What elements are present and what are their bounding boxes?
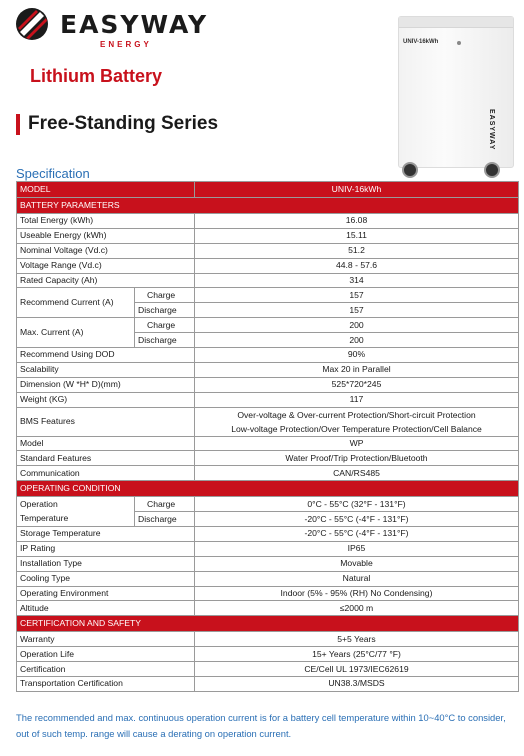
section-row: [17, 198, 519, 214]
table-row: [17, 273, 519, 288]
row-label: Nominal Voltage (Vd.c): [17, 243, 195, 258]
row-value: IP65: [195, 541, 519, 556]
table-row: [17, 647, 519, 662]
row-value: 51.2: [195, 243, 519, 258]
row-value: 0°C - 55°C (32°F - 131°F): [195, 497, 519, 512]
row-value: 314: [195, 273, 519, 288]
row-label: Storage Temperature: [17, 527, 195, 542]
series-heading: [16, 113, 218, 135]
cabinet-top: [399, 17, 513, 28]
row-value: 90%: [195, 348, 519, 363]
row-sublabel: Discharge: [135, 333, 195, 348]
row-label: Certification: [17, 662, 195, 677]
accent-bar: [16, 114, 20, 135]
row-value: 15+ Years (25°C/77 °F): [195, 647, 519, 662]
row-label: Dimension (W *H* D)(mm): [17, 377, 195, 392]
row-label: Max. Current (A): [17, 318, 135, 348]
table-row: [17, 228, 519, 243]
section-row: [17, 481, 519, 497]
row-value: ≤2000 m: [195, 601, 519, 616]
row-value: CAN/RS485: [195, 466, 519, 481]
table-row: [17, 436, 519, 451]
product-image: [396, 16, 516, 178]
row-sublabel: Charge: [135, 497, 195, 512]
bms-line-1: Over-voltage & Over-current Protection/Short-circuit Protection: [237, 409, 476, 420]
table-row: [17, 512, 519, 527]
table-row: [17, 497, 519, 512]
series-title: Free-Standing Series: [28, 113, 219, 134]
table-row: [17, 392, 519, 407]
table-row: [17, 182, 519, 198]
row-value: 5+5 Years: [195, 632, 519, 647]
wheel-icon: [484, 162, 500, 178]
row-label: Scalability: [17, 362, 195, 377]
row-value: UN38.3/MSDS: [195, 677, 519, 692]
table-row: [17, 527, 519, 542]
row-value: 16.08: [195, 214, 519, 229]
row-label: Operating Environment: [17, 586, 195, 601]
row-label: Operation Life: [17, 647, 195, 662]
row-value: CE/Cell UL 1973/IEC62619: [195, 662, 519, 677]
row-sublabel: Charge: [135, 288, 195, 303]
row-value: WP: [195, 436, 519, 451]
row-value: -20°C - 55°C (-4°F - 131°F): [195, 527, 519, 542]
row-value: 44.8 - 57.6: [195, 258, 519, 273]
row-label: Installation Type: [17, 556, 195, 571]
row-value: Movable: [195, 556, 519, 571]
row-label: IP Rating: [17, 541, 195, 556]
row-label: Recommend Using DOD: [17, 348, 195, 363]
table-row: [17, 243, 519, 258]
table-row: [17, 214, 519, 229]
brand-name: EASYWAY: [60, 10, 209, 39]
table-row: [17, 556, 519, 571]
table-row: [17, 377, 519, 392]
logo-mark-icon: [14, 6, 50, 42]
model-header-label: MODEL: [17, 182, 195, 198]
row-label: Cooling Type: [17, 571, 195, 586]
table-row: [17, 348, 519, 363]
table-row: [17, 541, 519, 556]
row-value: 200: [195, 333, 519, 348]
row-label: Weight (KG): [17, 392, 195, 407]
section-operating-condition: OPERATING CONDITION: [17, 481, 519, 497]
row-label: Total Energy (kWh): [17, 214, 195, 229]
table-row: [17, 632, 519, 647]
row-value: Indoor (5% - 95% (RH) No Condensing): [195, 586, 519, 601]
row-value: [195, 407, 519, 436]
row-sublabel: Discharge: [135, 303, 195, 318]
row-value: 525*720*245: [195, 377, 519, 392]
row-label: Temperature: [17, 512, 135, 527]
section-row: [17, 616, 519, 632]
row-label: Warranty: [17, 632, 195, 647]
specification-label: Specification: [16, 166, 90, 181]
table-row: [17, 318, 519, 333]
cabinet-model-label: UNIV-16kWh: [403, 39, 439, 45]
row-value: 157: [195, 303, 519, 318]
table-row: [17, 586, 519, 601]
bms-line-2: Low-voltage Protection/Over Temperature Protection/Cell Balance: [231, 423, 482, 434]
row-value: Max 20 in Parallel: [195, 362, 519, 377]
table-row: [17, 466, 519, 481]
row-value: Natural: [195, 571, 519, 586]
row-label: Recommend Current (A): [17, 288, 135, 318]
row-label: Transportation Certification: [17, 677, 195, 692]
row-value: 117: [195, 392, 519, 407]
row-value: 15.11: [195, 228, 519, 243]
table-row: [17, 362, 519, 377]
row-label: Communication: [17, 466, 195, 481]
table-row: [17, 662, 519, 677]
table-row: [17, 407, 519, 436]
table-row: [17, 288, 519, 303]
row-label: Altitude: [17, 601, 195, 616]
row-label: Standard Features: [17, 451, 195, 466]
row-label: BMS Features: [17, 407, 195, 436]
row-label: Model: [17, 436, 195, 451]
model-header-value: UNIV-16kWh: [195, 182, 519, 198]
section-certification-safety: CERTIFICATION AND SAFETY: [17, 616, 519, 632]
row-sublabel: Discharge: [135, 512, 195, 527]
row-value: Water Proof/Trip Protection/Bluetooth: [195, 451, 519, 466]
spec-table: [16, 181, 519, 692]
row-value: 157: [195, 288, 519, 303]
row-label: Rated Capacity (Ah): [17, 273, 195, 288]
table-row: [17, 601, 519, 616]
brand-subtitle: ENERGY: [100, 40, 152, 49]
row-label: Operation: [17, 497, 135, 512]
row-value: 200: [195, 318, 519, 333]
section-battery-parameters: BATTERY PARAMETERS: [17, 198, 519, 214]
product-title: Lithium Battery: [30, 66, 163, 86]
table-row: [17, 677, 519, 692]
row-label: Voltage Range (Vd.c): [17, 258, 195, 273]
row-value: -20°C - 55°C (-4°F - 131°F): [195, 512, 519, 527]
brand-logo: [14, 6, 209, 50]
footnote: The recommended and max. continuous operation current is for a battery cell temperature within 10~40°C to consider, out of such temp. range will cause a derating on operation current.: [16, 712, 506, 739]
table-row: [17, 451, 519, 466]
row-label: Useable Energy (kWh): [17, 228, 195, 243]
power-button-icon: [457, 41, 461, 45]
table-row: [17, 571, 519, 586]
row-sublabel: Charge: [135, 318, 195, 333]
battery-cabinet: [398, 16, 514, 168]
table-row: [17, 258, 519, 273]
wheel-icon: [402, 162, 418, 178]
cabinet-brand-label: EASYWAY: [488, 109, 495, 151]
